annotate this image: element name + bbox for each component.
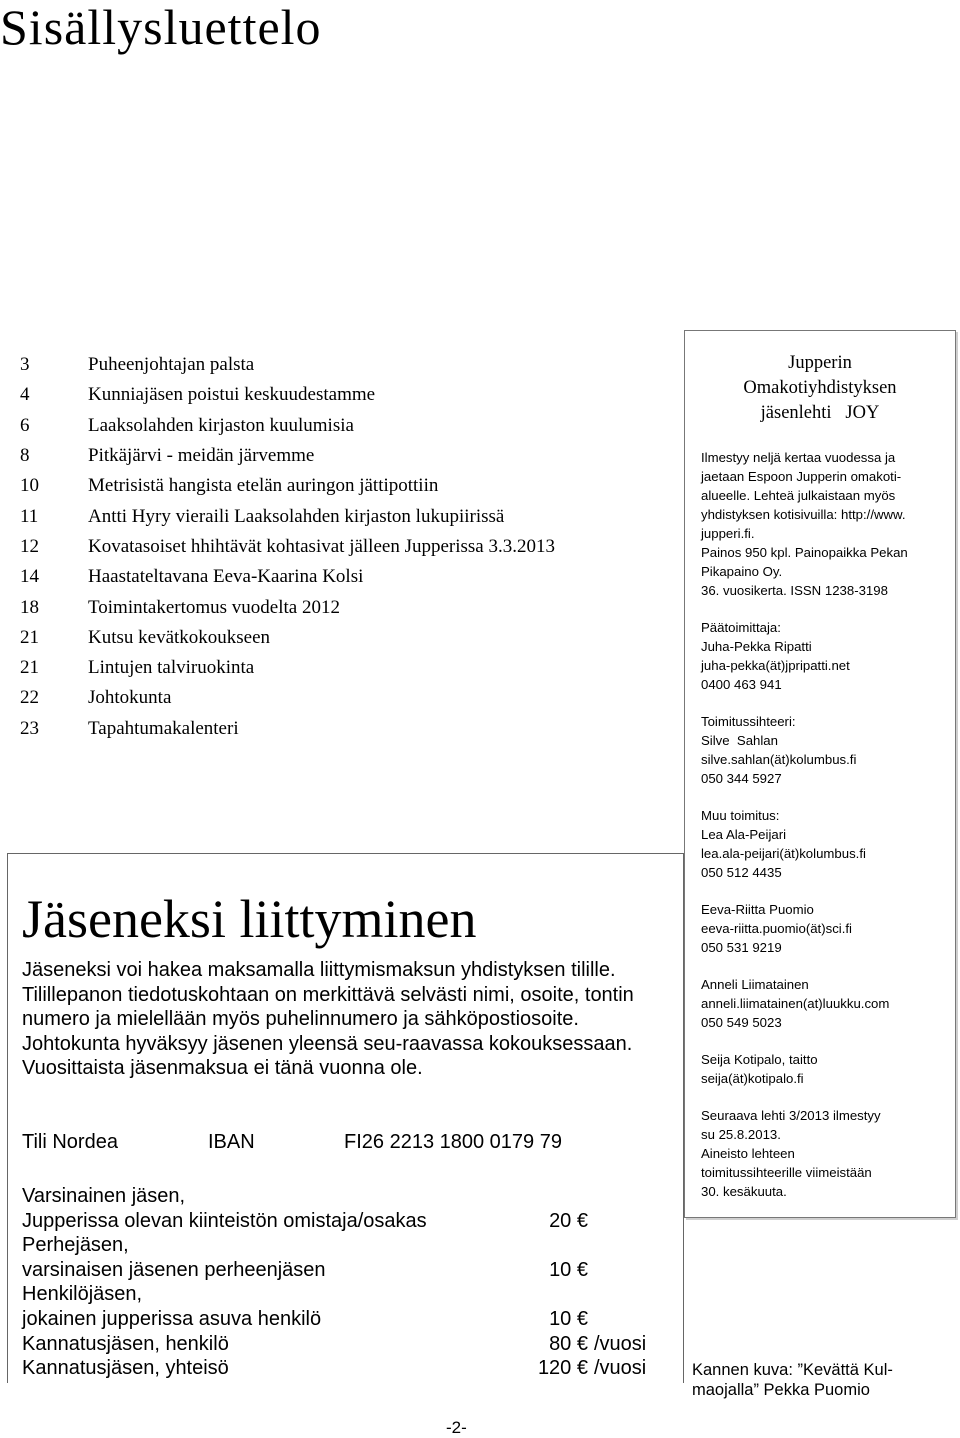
toc-entry bbox=[20, 683, 660, 713]
toc-entry bbox=[20, 471, 660, 501]
masthead-line: 050 531 9219 bbox=[701, 940, 782, 955]
toc-page-number: 18 bbox=[20, 596, 39, 618]
masthead-line: yhdistyksen kotisivuilla: http://www. bbox=[701, 507, 906, 522]
fee-unit bbox=[588, 1209, 594, 1234]
masthead-box bbox=[684, 330, 956, 1218]
toc-page-number: 10 bbox=[20, 475, 39, 497]
fee-row bbox=[22, 1356, 672, 1381]
membership-heading: Jäseneksi liittyminen bbox=[22, 889, 477, 949]
fee-table bbox=[22, 1184, 672, 1381]
fee-amount: 120 € bbox=[537, 1357, 588, 1380]
toc-article-title: Metrisistä hangista etelän auringon jättipottiin bbox=[88, 475, 439, 497]
fee-label: Kannatusjäsen, henkilö bbox=[22, 1332, 229, 1355]
masthead-line: Anneli Liimatainen bbox=[701, 977, 809, 992]
toc-page-number: 6 bbox=[20, 414, 30, 436]
toc-page-number: 3 bbox=[20, 354, 30, 376]
fee-amount bbox=[532, 1233, 588, 1258]
masthead-line: lea.ala-peijari(ät)kolumbus.fi bbox=[701, 846, 866, 861]
masthead-line: silve.sahlan(ät)kolumbus.fi bbox=[701, 752, 857, 767]
masthead-line: Painos 950 kpl. Painopaikka Pekan bbox=[701, 545, 908, 560]
masthead-block bbox=[701, 712, 945, 788]
masthead-line: jupperi.fi. bbox=[701, 526, 755, 541]
masthead-line: eeva-riitta.puomio(ät)sci.fi bbox=[701, 921, 852, 936]
masthead-block bbox=[701, 806, 945, 882]
fee-label: varsinaisen jäsenen perheenjäsen bbox=[22, 1258, 326, 1281]
toc-entry bbox=[20, 350, 660, 380]
masthead-line: Toimitussihteeri: bbox=[701, 714, 796, 729]
toc-page-number: 4 bbox=[20, 384, 30, 406]
cover-caption: Kannen kuva: ”Kevättä Kul-maojalla” Pekka Puomio bbox=[692, 1361, 893, 1399]
fee-label: jokainen jupperissa asuva henkilö bbox=[22, 1307, 322, 1330]
page-number: -2- bbox=[446, 1418, 467, 1437]
masthead-line: 050 344 5927 bbox=[701, 771, 782, 786]
masthead-line: Seija Kotipalo, taitto bbox=[701, 1052, 818, 1067]
toc-article-title: Kovatasoiset hhihtävät kohtasivat jälleen Jupperissa 3.3.2013 bbox=[88, 535, 555, 557]
toc-page-number: 23 bbox=[20, 717, 39, 739]
masthead-block bbox=[701, 1106, 945, 1201]
masthead-body bbox=[685, 448, 955, 1201]
masthead-line: 050 512 4435 bbox=[701, 865, 782, 880]
toc-entry bbox=[20, 380, 660, 410]
fee-unit: /vuosi bbox=[594, 1357, 647, 1380]
toc-entry bbox=[20, 532, 660, 562]
toc-article-title: Pitkäjärvi - meidän järvemme bbox=[88, 445, 315, 467]
toc-entry bbox=[20, 562, 660, 592]
masthead-line: Seuraava lehti 3/2013 ilmestyy bbox=[701, 1108, 881, 1123]
fee-amount: 20 € bbox=[549, 1209, 588, 1232]
membership-text: Jäseneksi voi hakea maksamalla liittymismaksun yhdistyksen tilille. Tilillepanon tiedotuskohtaan on merkittävä selvästi nimi, osoite, tontin numero ja mielellään myös puhelinnumero ja sähköpostiosoite. Johtokunta hyväksyy jäsenen yleensä seu-raavassa kokouksessaan. Vuosittaista jäsenmaksua ei tänä vuonna ole. bbox=[22, 959, 634, 1079]
masthead-header-line: Jupperin bbox=[788, 353, 852, 373]
masthead-line: anneli.liimatainen(at)luukku.com bbox=[701, 996, 890, 1011]
toc-article-title: Laaksolahden kirjaston kuulumisia bbox=[88, 414, 354, 436]
fee-amount: 10 € bbox=[549, 1307, 588, 1330]
masthead-line: Eeva-Riitta Puomio bbox=[701, 902, 814, 917]
toc-page-number: 11 bbox=[20, 505, 39, 527]
toc-article-title: Lintujen talviruokinta bbox=[88, 657, 255, 679]
toc-article-title: Kutsu kevätkokoukseen bbox=[88, 626, 271, 648]
table-of-contents bbox=[20, 350, 660, 744]
masthead-line: 050 549 5023 bbox=[701, 1015, 782, 1030]
fee-unit: /vuosi bbox=[594, 1332, 647, 1355]
fee-unit bbox=[588, 1184, 594, 1209]
fee-label: Henkilöjäsen, bbox=[22, 1283, 143, 1306]
fee-row bbox=[22, 1184, 672, 1209]
masthead-block bbox=[701, 618, 945, 694]
masthead-header-line: jäsenlehti JOY bbox=[760, 403, 880, 423]
fee-label: Jupperissa olevan kiinteistön omistaja/osakas bbox=[22, 1209, 427, 1232]
fee-label: Perhejäsen, bbox=[22, 1234, 129, 1257]
bank-account-label: Tili Nordea bbox=[22, 1131, 118, 1153]
page-title: Sisällysluettelo bbox=[0, 0, 322, 55]
toc-entry bbox=[20, 411, 660, 441]
masthead-line: Pikapaino Oy. bbox=[701, 564, 783, 579]
masthead-block bbox=[701, 975, 945, 1032]
membership-section bbox=[7, 853, 684, 1383]
fee-row bbox=[22, 1332, 672, 1357]
masthead-line: jaetaan Espoon Jupperin omakoti- bbox=[701, 469, 902, 484]
masthead-block bbox=[701, 900, 945, 957]
toc-article-title: Toimintakertomus vuodelta 2012 bbox=[88, 596, 340, 618]
bank-details bbox=[22, 1131, 562, 1154]
masthead-line: Lea Ala-Peijari bbox=[701, 827, 787, 842]
masthead-line: toimitussihteerille viimeistään bbox=[701, 1165, 872, 1180]
toc-entry bbox=[20, 623, 660, 653]
fee-amount bbox=[532, 1282, 588, 1307]
toc-entry bbox=[20, 501, 660, 531]
masthead-block bbox=[701, 1050, 945, 1088]
fee-label: Kannatusjäsen, yhteisö bbox=[22, 1357, 229, 1380]
iban-number: FI26 2213 1800 0179 79 bbox=[344, 1131, 562, 1153]
masthead-line: alueelle. Lehteä julkaistaan myös bbox=[701, 488, 896, 503]
toc-entry bbox=[20, 592, 660, 622]
fee-unit bbox=[588, 1282, 594, 1307]
masthead-line: Muu toimitus: bbox=[701, 808, 780, 823]
masthead-line: Aineisto lehteen bbox=[701, 1146, 795, 1161]
fee-label: Varsinainen jäsen, bbox=[22, 1185, 186, 1207]
toc-article-title: Puheenjohtajan palsta bbox=[88, 354, 255, 376]
fee-unit bbox=[588, 1233, 594, 1258]
fee-amount: 10 € bbox=[549, 1258, 588, 1281]
masthead-line: 0400 463 941 bbox=[701, 677, 782, 692]
fee-row bbox=[22, 1209, 672, 1234]
masthead-line: Päätoimittaja: bbox=[701, 620, 781, 635]
fee-row bbox=[22, 1258, 672, 1283]
masthead-header bbox=[685, 351, 955, 426]
toc-article-title: Johtokunta bbox=[88, 687, 172, 709]
toc-page-number: 12 bbox=[20, 535, 39, 557]
iban-label: IBAN bbox=[208, 1131, 255, 1153]
toc-page-number: 8 bbox=[20, 445, 30, 467]
masthead-line: Juha-Pekka Ripatti bbox=[701, 639, 812, 654]
toc-entry bbox=[20, 653, 660, 683]
toc-entry bbox=[20, 441, 660, 471]
fee-row bbox=[22, 1307, 672, 1332]
masthead-header-line: Omakotiyhdistyksen bbox=[743, 378, 897, 398]
toc-page-number: 21 bbox=[20, 657, 39, 679]
toc-entry bbox=[20, 714, 660, 744]
fee-unit bbox=[588, 1307, 594, 1332]
masthead-block bbox=[701, 448, 945, 600]
masthead-line: 36. vuosikerta. ISSN 1238-3198 bbox=[701, 583, 888, 598]
toc-page-number: 21 bbox=[20, 626, 39, 648]
toc-page-number: 14 bbox=[20, 566, 39, 588]
masthead-line: 30. kesäkuuta. bbox=[701, 1184, 787, 1199]
masthead-line: Silve Sahlan bbox=[701, 733, 778, 748]
toc-article-title: Haastateltavana Eeva-Kaarina Kolsi bbox=[88, 566, 364, 588]
masthead-line: juha-pekka(ät)jpripatti.net bbox=[701, 658, 850, 673]
toc-page-number: 22 bbox=[20, 687, 39, 709]
fee-row bbox=[22, 1282, 672, 1307]
fee-row bbox=[22, 1233, 672, 1258]
masthead-line: su 25.8.2013. bbox=[701, 1127, 781, 1142]
fee-amount: 80 € bbox=[549, 1332, 588, 1355]
fee-unit bbox=[588, 1258, 594, 1283]
fee-amount bbox=[532, 1184, 588, 1209]
toc-article-title: Antti Hyry vieraili Laaksolahden kirjaston lukupiirissä bbox=[88, 505, 505, 527]
toc-article-title: Tapahtumakalenteri bbox=[88, 717, 239, 739]
masthead-line: Ilmestyy neljä kertaa vuodessa ja bbox=[701, 450, 896, 465]
masthead-line: seija(ät)kotipalo.fi bbox=[701, 1071, 804, 1086]
toc-article-title: Kunniajäsen poistui keskuudestamme bbox=[88, 384, 376, 406]
